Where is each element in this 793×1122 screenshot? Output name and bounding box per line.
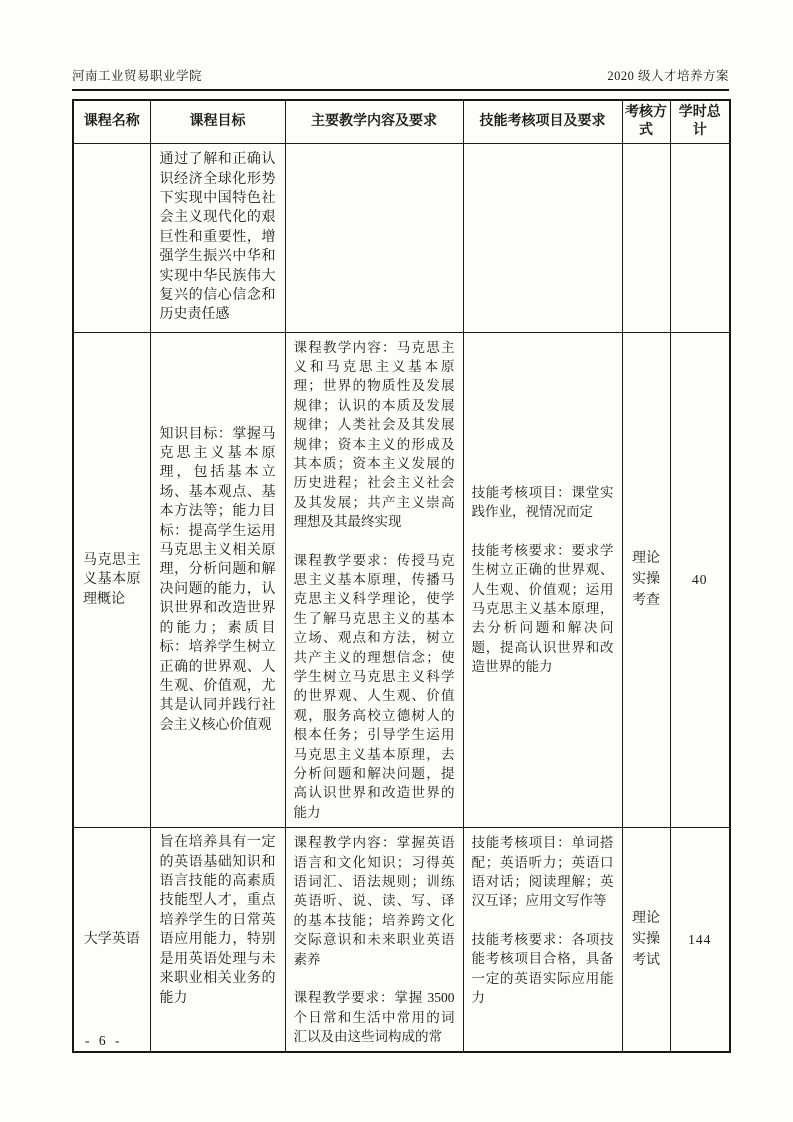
teaching-requirements-paragraph: 课程教学要求：传授马克思主义基本原理，传播马克思主义科学理论，使学生了解马克思主义的基本立场、观点和方法，树立共产主义的理想信念；使学生树立马克思主义科学的世界观、人生观、价值观，服务高校立德树人的根本任务；引导学生运用马克思主义基本原理，去分析问题和解决问题，提高认识世界和改造世界的能力 xyxy=(293,552,455,820)
table-header-row xyxy=(73,100,730,143)
skill-items-paragraph: 技能考核项目：单词搭配；英语听力；英语口语对话；阅读理解；英汉互译；应用文写作等 xyxy=(471,835,614,909)
objectives-paragraph: 旨在培养具有一定的英语基础知识和语言技能的高素质技能型人才，重点培养学生的日常英语应用能力，特别是用英语处理与未来职业相关业务的能力 xyxy=(159,835,276,1006)
cell-assessment-method xyxy=(622,332,670,828)
cell-course-name xyxy=(73,143,150,332)
page-number: - 6 - xyxy=(85,1033,123,1048)
col-header-skill-assessment: 技能考核项目及要求 xyxy=(463,100,622,143)
objectives-paragraph: 知识目标：掌握马克思主义基本原理，包括基本立场、基本观点、基本方法等；能力目标：提高学生运用马克思主义相关原理，分析问题和解决问题的能力，认识世界和改造世界的能力；素质目标：培养学生树立正确的世界观、人生观、价值观，尤其是认同并践行社会主义核心价值观 xyxy=(159,426,276,733)
assessment-method-line: 实操 xyxy=(632,572,660,588)
col-header-course-name: 课程名称 xyxy=(73,100,150,143)
assessment-method-line: 理论 xyxy=(632,551,660,567)
cell-course-objectives xyxy=(150,828,285,1053)
col-header-total-hours: 学时总计 xyxy=(670,100,730,143)
page-footer xyxy=(85,1033,123,1049)
assessment-method-line: 实操 xyxy=(632,932,660,948)
cell-skill-assessment xyxy=(463,143,622,332)
course-table xyxy=(72,99,731,1053)
table-row-marxism xyxy=(73,332,730,828)
page-header xyxy=(72,66,729,91)
cell-skill-assessment xyxy=(463,828,622,1053)
header-plan-title: 2020 级人才培养方案 xyxy=(607,69,729,83)
cell-course-objectives xyxy=(150,332,285,828)
cell-teaching-content xyxy=(285,143,463,332)
cell-assessment-method xyxy=(622,828,670,1053)
teaching-requirements-paragraph: 课程教学要求：掌握 3500 个日常和生活中常用的词汇以及由这些词构成的常 xyxy=(293,990,455,1044)
cell-total-hours: 144 xyxy=(670,828,730,1053)
assessment-method-line: 理论 xyxy=(632,911,660,927)
cell-skill-assessment xyxy=(463,332,622,828)
cell-total-hours xyxy=(670,143,730,332)
col-header-course-objectives: 课程目标 xyxy=(150,100,285,143)
table-row-continued xyxy=(73,143,730,332)
header-school-name: 河南工业贸易职业学院 xyxy=(72,69,203,83)
assessment-method-line: 考查 xyxy=(632,593,660,609)
cell-teaching-content xyxy=(285,332,463,828)
cell-course-name: 大学英语 xyxy=(73,828,150,1053)
skill-items-paragraph: 技能考核项目：课堂实践作业，视情况而定 xyxy=(471,485,614,520)
skill-requirements-paragraph: 技能考核要求：要求学生树立正确的世界观、人生观、价值观；运用马克思主义基本原理，去分析问题和解决问题，提高认识世界和改造世界的能力 xyxy=(471,542,614,675)
cell-assessment-method xyxy=(622,143,670,332)
teaching-content-paragraph: 课程教学内容：掌握英语语言和文化知识；习得英语词汇、语法规则；训练英语听、说、读、写、译的基本技能；培养跨文化交际意识和未来职业英语素养 xyxy=(293,835,455,967)
skill-requirements-paragraph: 技能考核要求：各项技能考核项目合格，具备一定的英语实际应用能力 xyxy=(471,931,614,1006)
cell-course-name: 马克思主义基本原理概论 xyxy=(73,332,150,828)
cell-total-hours: 40 xyxy=(670,332,730,828)
col-header-teaching-content: 主要教学内容及要求 xyxy=(285,100,463,143)
objectives-paragraph: 通过了解和正确认识经济全球化形势下实现中国特色社会主义现代化的艰巨性和重要性，增强学生振兴中华和实现中华民族伟大复兴的信心信念和历史责任感 xyxy=(159,152,276,323)
cell-teaching-content xyxy=(285,828,463,1053)
cell-course-objectives xyxy=(150,143,285,332)
assessment-method-line: 考试 xyxy=(632,953,660,969)
col-header-assessment-method: 考核方式 xyxy=(622,100,670,143)
table-row-college-english xyxy=(73,828,730,1053)
teaching-content-paragraph: 课程教学内容：马克思主义和马克思主义基本原理；世界的物质性及发展规律；认识的本质及发展规律；人类社会及其发展规律；资本主义的形成及其本质；资本主义发展的历史进程；社会主义社会及其发展；共产主义崇高理想及其最终实现 xyxy=(293,339,455,530)
